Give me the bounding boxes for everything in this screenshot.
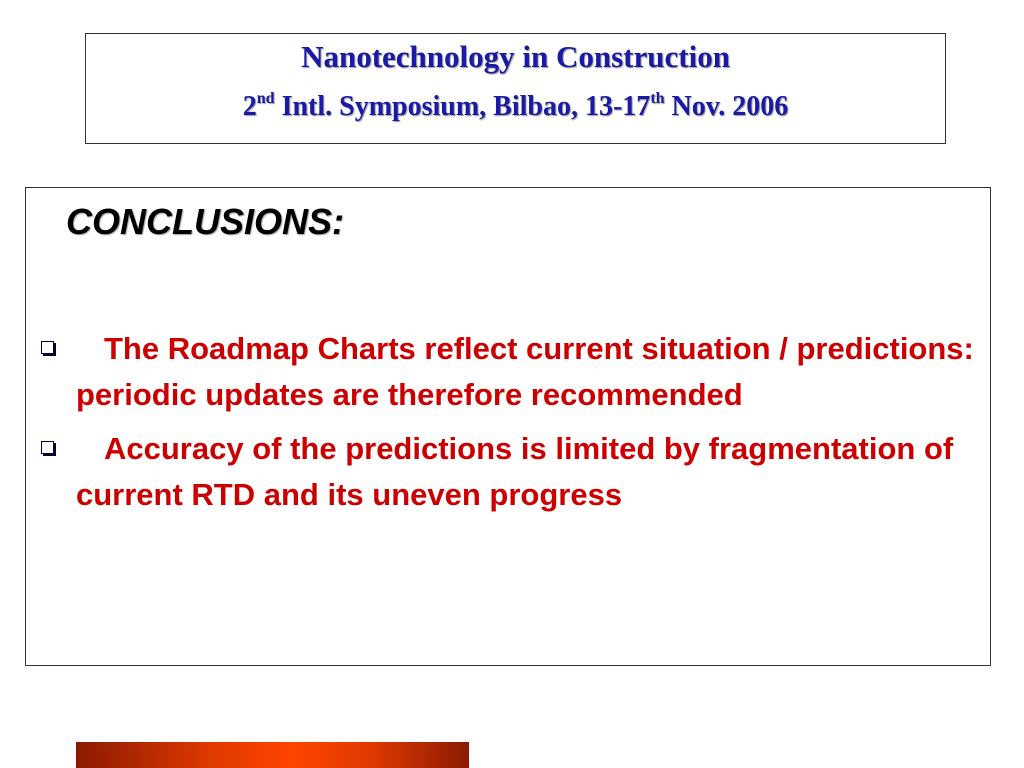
list-item <box>26 326 992 418</box>
subtitle-end: Nov. 2006 <box>664 91 789 122</box>
conclusions-heading: CONCLUSIONS: <box>66 201 344 242</box>
subtitle-middle: Intl. Symposium, Bilbao, 13-17 <box>274 91 651 122</box>
subtitle-ordinal-number: 2 <box>242 91 257 122</box>
hollow-square-bullet-icon <box>41 441 54 454</box>
footer-gradient-bar <box>76 742 469 768</box>
subtitle-ordinal-suffix: nd <box>256 89 275 107</box>
bullet-text: Accuracy of the predictions is limited by fragmentation of current RTD and its uneven progress <box>76 431 954 512</box>
conclusions-list <box>26 326 992 526</box>
hollow-square-bullet-icon <box>41 341 54 354</box>
conclusions-box <box>25 187 991 666</box>
slide-subtitle <box>86 89 945 125</box>
bullet-text: The Roadmap Charts reflect current situation / predictions: periodic updates are therefore recommended <box>76 331 974 412</box>
slide-title: Nanotechnology in Construction <box>301 39 730 74</box>
subtitle-date-suffix: th <box>650 89 665 107</box>
header-box <box>85 33 946 144</box>
list-item <box>26 426 992 518</box>
